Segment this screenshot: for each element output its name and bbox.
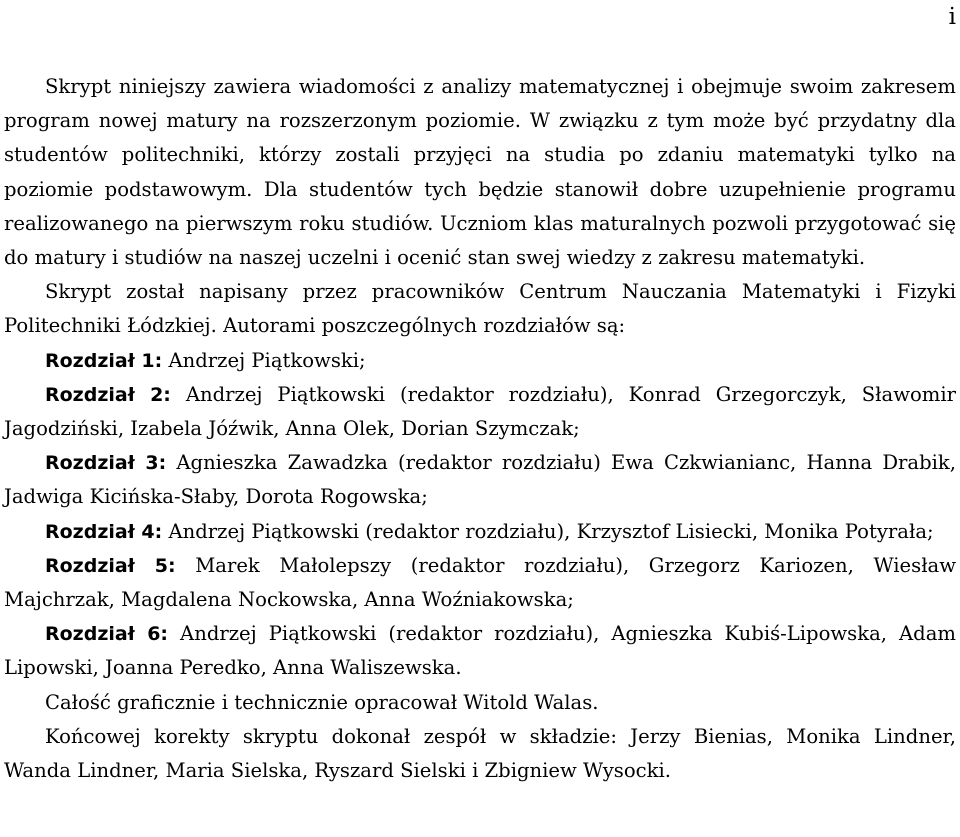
chapter-4-entry	[4, 515, 956, 549]
chapter-6-authors: Andrzej Piątkowski (redaktor rozdziału), Agnieszka Kubiś-Lipowska, Adam Lipowski, Joanna Peredko, Anna Waliszewska.	[4, 622, 956, 680]
authors-intro-paragraph: Skrypt został napisany przez pracowników Centrum Nauczania Matematyki i Fizyki Politechniki Łódzkiej. Autorami poszczególnych rozdziałów są:	[4, 280, 956, 338]
chapter-2-label: Rozdział 2:	[45, 383, 171, 406]
chapter-2-authors: Andrzej Piątkowski (redaktor rozdziału), Konrad Grzegorczyk, Sławomir Jagodziński, Izabela Jóźwik, Anna Olek, Dorian Szymczak;	[4, 382, 956, 441]
chapter-5-authors: Marek Małolepszy (redaktor rozdziału), Grzegorz Kariozen, Wiesław Majchrzak, Magdalena Nockowska, Anna Woźniakowska;	[4, 553, 956, 612]
chapter-2-entry	[4, 378, 956, 446]
chapter-5-entry	[4, 549, 956, 617]
graphics-credit: Całość graficznie i technicznie opracował Witold Walas.	[45, 690, 599, 714]
chapter-3-label: Rozdział 3:	[45, 452, 167, 475]
chapter-6-entry	[4, 617, 956, 685]
chapter-4-authors: Andrzej Piątkowski (redaktor rozdziału), Krzysztof Lisiecki, Monika Potyrała;	[168, 519, 934, 543]
chapter-6-label: Rozdział 6:	[45, 623, 169, 646]
chapter-1-label: Rozdział 1:	[45, 349, 163, 372]
chapter-4-label: Rozdział 4:	[45, 520, 163, 543]
page-number: i	[948, 4, 956, 30]
intro-paragraph: Skrypt niniejszy zawiera wiadomości z analizy matematycznej i obejmuje swoim zakresem program nowej matury na rozszerzonym poziomie. W związku z tym może być przydatny dla studentów politechniki, którzy zostali przyjęci na studia po zdaniu matematyki tylko na poziomie podstawowym. Dla studentów tych będzie stanowił dobre uzupełnienie programu realizowanego na pierwszym roku studiów. Uczniom klas maturalnych pozwoli przygotować się do matury i studiów na naszej uczelni i ocenić stan swej wiedzy z zakresu matematyki.	[4, 75, 956, 270]
chapter-1-authors: Andrzej Piątkowski;	[168, 348, 366, 372]
chapter-3-authors: Agnieszka Zawadzka (redaktor rozdziału) Ewa Czkwianianc, Hanna Drabik, Jadwiga Kicińska-Słaby, Dorota Rogowska;	[4, 451, 956, 509]
document-body	[4, 70, 956, 788]
proofreading-credit: Końcowej korekty skryptu dokonał zespół w składzie: Jerzy Bienias, Monika Lindner, Wanda Lindner, Maria Sielska, Ryszard Sielski i Zbigniew Wysocki.	[4, 724, 956, 783]
chapter-3-entry	[4, 446, 956, 514]
chapter-5-label: Rozdział 5:	[45, 554, 176, 577]
chapter-1-entry	[4, 344, 956, 378]
